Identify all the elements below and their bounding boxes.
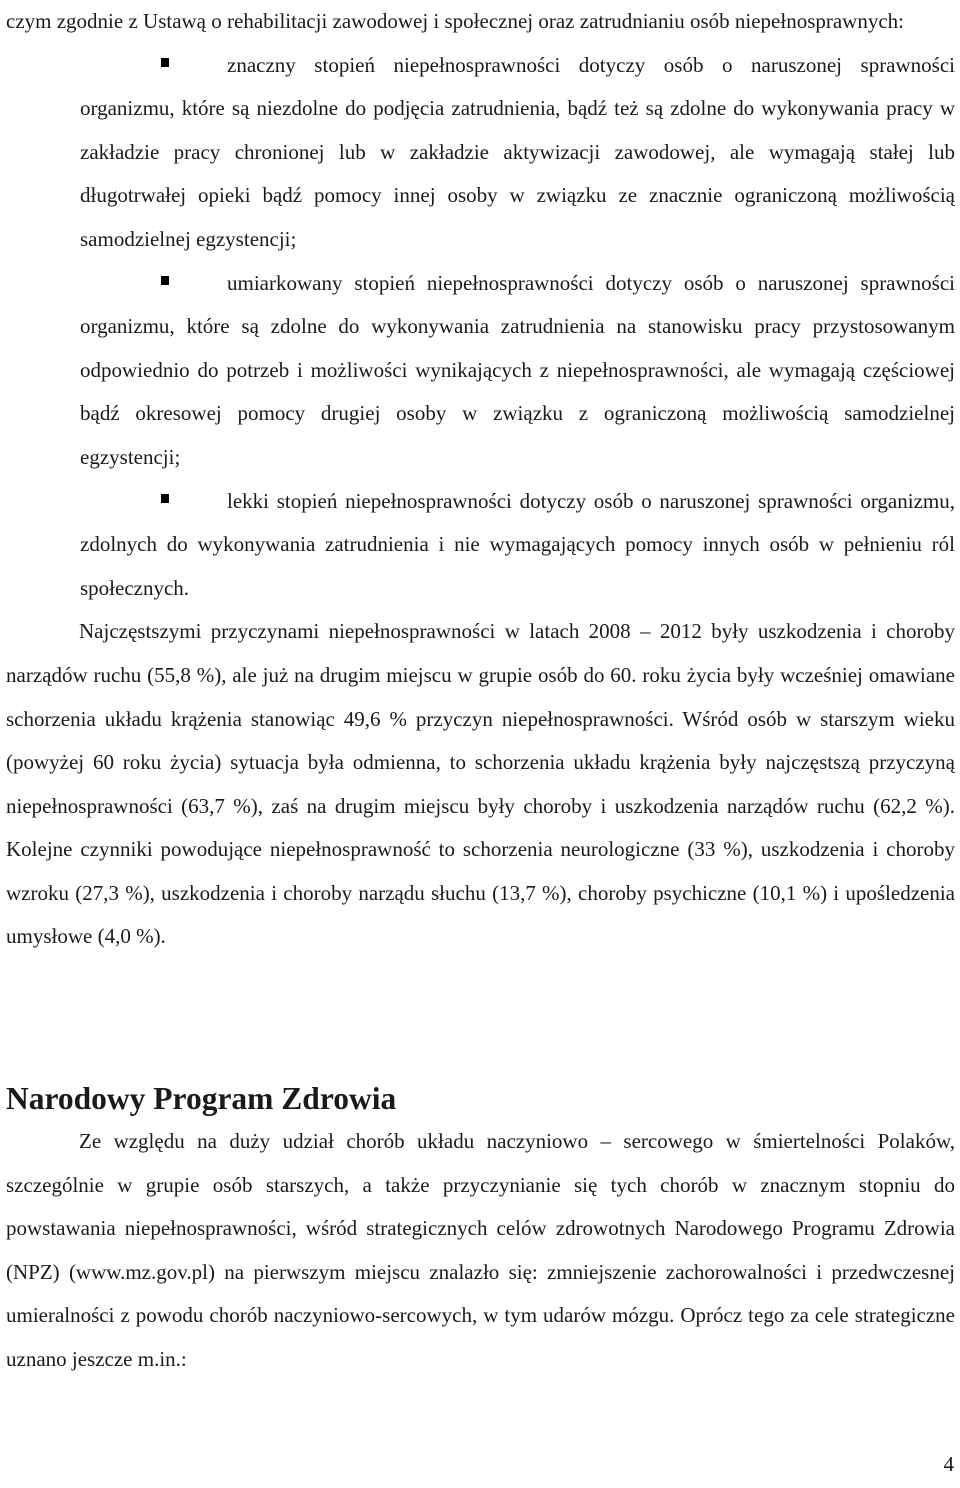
document-page bbox=[6, 0, 955, 1371]
page-number: 4 bbox=[943, 1452, 954, 1476]
list-item-text: znaczny stopień niepełnosprawności dotyczy osób o naruszonej sprawności organizmu, które są niezdolne do podjęcia zatrudnienia, bądź też są zdolne do wykonywania pracy w zakładzie pracy chronionej lub w zakładzie aktywizacji zawodowej, ale wymagają stałej lub długotrwałej opieki bądź pomocy innej osoby w związku ze znacznie ograniczoną możliwością samodzielnej egzystencji; bbox=[80, 52, 955, 251]
npz-paragraph: Ze względu na duży udział chorób układu naczyniowo – sercowego w śmiertelności Polaków, szczególnie w grupie osób starszych, a także przyczynianie się tych chorób w znacznym stopniu do powstawania niepełnosprawności, wśród strategicznych celów zdrowotnych Narodowego Programu Zdrowia (NPZ) (www.mz.gov.pl) na pierwszym miejscu znalazło się: zmniejszenie zachorowalności i przedwczesnej umieralności z powodu chorób naczyniowo-sercowych, w tym udarów mózgu. Oprócz tego za cele strategiczne uznano jeszcze m.in.: bbox=[6, 1129, 955, 1371]
list-item-severe bbox=[6, 44, 955, 262]
square-bullet-icon bbox=[161, 494, 169, 503]
list-item-moderate bbox=[6, 262, 955, 480]
causes-paragraph: Najczęstszymi przyczynami niepełnosprawności w latach 2008 – 2012 były uszkodzenia i choroby narządów ruchu (55,8 %), ale już na drugim miejscu w grupie osób do 60. roku życia były wcześniej omawiane schorzenia układu krążenia stanowiąc 49,6 % przyczyn niepełnosprawności. Wśród osób w starszym wieku (powyżej 60 roku życia) sytuacja była odmienna, to schorzenia układu krążenia były najczęstszą przyczyną niepełnosprawności (63,7 %), zaś na drugim miejscu były choroby i uszkodzenia narządów ruchu (62,2 %). Kolejne czynniki powodujące niepełnosprawność to schorzenia neurologiczne (33 %), uszkodzenia i choroby wzroku (27,3 %), uszkodzenia i choroby narządu słuchu (13,7 %), choroby psychiczne (10,1 %) i upośledzenia umysłowe (4,0 %). bbox=[6, 619, 955, 949]
disability-levels-list bbox=[6, 44, 955, 611]
square-bullet-icon bbox=[161, 58, 169, 67]
intro-paragraph: czym zgodnie z Ustawą o rehabilitacji zawodowej i społecznej oraz zatrudnianiu osób niepełnosprawnych: bbox=[6, 9, 905, 33]
list-item-mild bbox=[6, 480, 955, 611]
section-heading: Narodowy Program Zdrowia bbox=[6, 1081, 397, 1116]
list-item-text: lekki stopień niepełnosprawności dotyczy osób o naruszonej sprawności organizmu, zdolnych do wykonywania zatrudnienia i nie wymagających pomocy innych osób w pełnieniu ról społecznych. bbox=[80, 488, 955, 600]
list-item-text: umiarkowany stopień niepełnosprawności dotyczy osób o naruszonej sprawności organizmu, które są zdolne do wykonywania zatrudnienia na stanowisku pracy przystosowanym odpowiednio do potrzeb i możliwości wynikających z niepełnosprawności, ale wymagają częściowej bądź okresowej pomocy drugiej osoby w związku z ograniczoną możliwością samodzielnej egzystencji; bbox=[80, 270, 955, 469]
square-bullet-icon bbox=[161, 276, 169, 285]
